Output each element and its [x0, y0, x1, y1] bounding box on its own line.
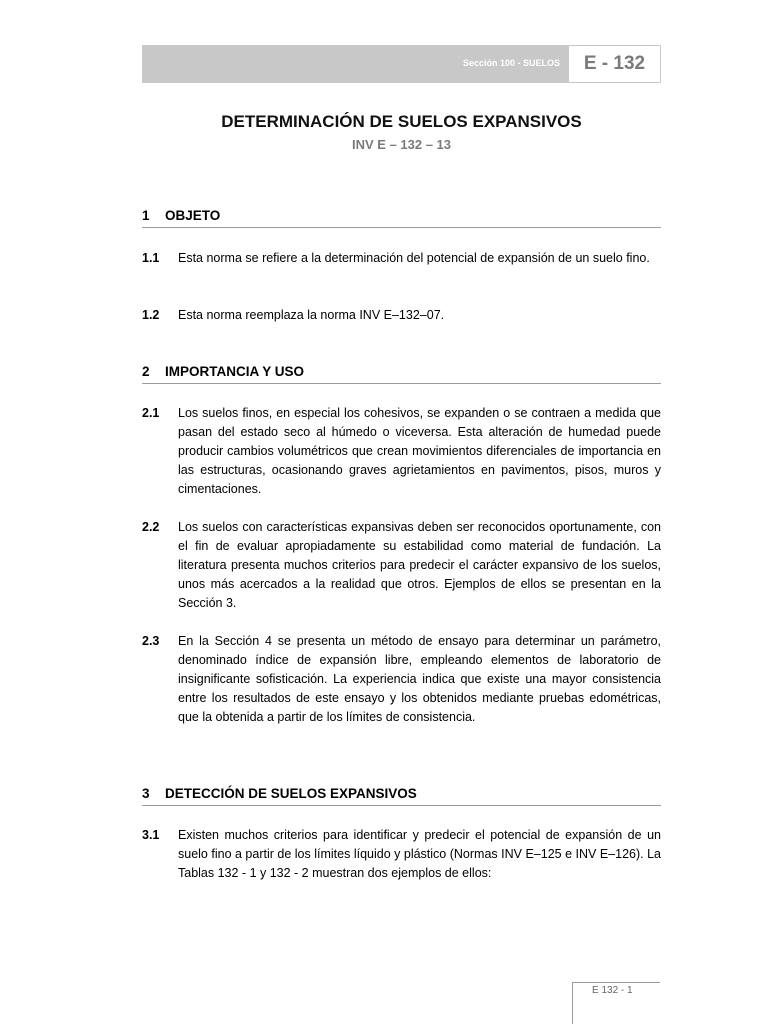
section-number: 1	[142, 208, 150, 223]
paragraph-number: 3.1	[142, 828, 160, 842]
footer-divider-horizontal	[572, 982, 660, 983]
section-number: 2	[142, 364, 150, 379]
paragraph-number: 2.3	[142, 634, 160, 648]
section-heading-1	[142, 208, 661, 228]
section-number: 3	[142, 786, 150, 801]
paragraph-text: Los suelos finos, en especial los cohesivos, se expanden o se contraen a medida que pasan del estado seco al húmedo o viceversa. Esta alteración de humedad puede producir cambios volumétricos que crean movimientos diferenciales de importancia en las estructuras, ocasionando graves agrietamientos en pavimentos, pisos, muros y cimentaciones.	[178, 406, 661, 497]
paragraph-number: 2.1	[142, 406, 160, 420]
header-section-label: Sección 100 - SUELOS	[462, 58, 560, 68]
document-subtitle: INV E – 132 – 13	[351, 137, 451, 152]
header-code: E - 132	[568, 45, 661, 83]
page-number: E 132 - 1	[592, 985, 633, 996]
paragraph-number: 2.2	[142, 520, 160, 534]
paragraph-number: 1.1	[142, 251, 160, 265]
paragraph-text: Esta norma reemplaza la norma INV E–132–07.	[178, 308, 445, 322]
section-heading-3	[142, 786, 661, 806]
paragraph-text: Esta norma se refiere a la determinación del potencial de expansión de un suelo fino.	[178, 251, 650, 265]
paragraph-text: Existen muchos criterios para identificar y predecir el potencial de expansión de un suelo fino a partir de los límites líquido y plástico (Normas INV E–125 e INV E–126). La Tablas 132 - 1 y 132 - 2 muestran dos ejemplos de ellos:	[178, 828, 661, 881]
section-title: DETECCIÓN DE SUELOS EXPANSIVOS	[165, 786, 417, 801]
footer-divider-vertical	[572, 982, 573, 1024]
section-heading-2	[142, 364, 661, 384]
header-bar	[142, 45, 568, 83]
section-title: IMPORTANCIA Y USO	[165, 364, 305, 379]
paragraph-text: En la Sección 4 se presenta un método de ensayo para determinar un parámetro, denominado índice de expansión libre, empleando elementos de laboratorio de insignificante sofisticación. La experiencia indica que existe una mayor consistencia entre los resultados de este ensayo y los obtenidos mediante pruebas edométricas, que la obtenida a partir de los límites de consistencia.	[178, 634, 661, 725]
document-title: DETERMINACIÓN DE SUELOS EXPANSIVOS	[221, 112, 582, 131]
paragraph-text: Los suelos con características expansivas deben ser reconocidos oportunamente, con el fin de evaluar apropiadamente su estabilidad como material de fundación. La literatura presenta muchos criterios para predecir el carácter expansivo de los suelos, unos más acercados a la realidad que otros. Ejemplos de ellos se presentan en la Sección 3.	[178, 520, 661, 611]
paragraph-number: 1.2	[142, 308, 160, 322]
section-title: OBJETO	[165, 208, 221, 223]
